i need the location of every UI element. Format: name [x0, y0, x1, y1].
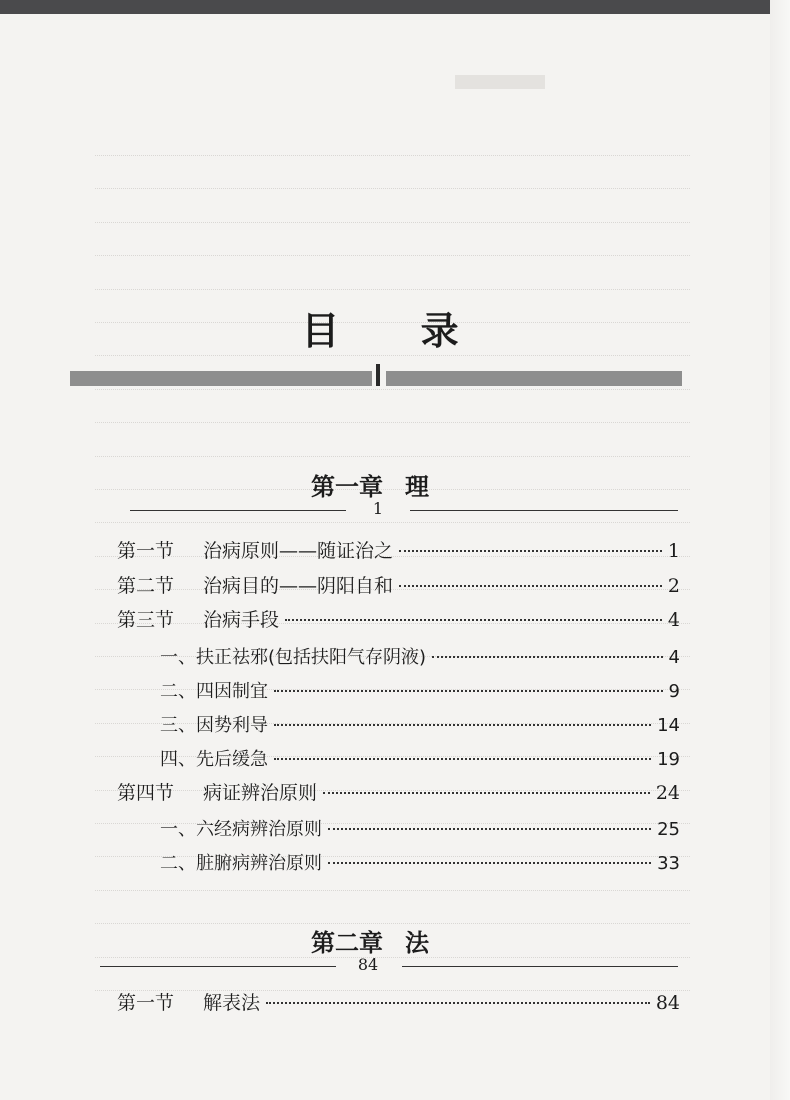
show-through-line	[95, 355, 690, 356]
toc-page-number: 9	[668, 681, 680, 702]
scan-top-edge	[0, 0, 790, 14]
show-through-line	[95, 289, 690, 290]
toc-entry-title: 病证辨治原则	[203, 782, 318, 804]
show-through-line	[95, 188, 690, 189]
toc-subentry-title: 四、先后缓急	[160, 749, 268, 770]
show-through-header	[455, 75, 545, 89]
toc-section-label: 第一节	[117, 540, 175, 562]
chapter-heading	[0, 923, 740, 958]
dot-leader	[285, 619, 662, 621]
toc-subentry-title: 二、四因制宜	[160, 681, 268, 702]
dot-leader	[328, 828, 651, 830]
chapter-number: 第一章	[311, 472, 383, 501]
dot-leader	[266, 1002, 650, 1004]
toc-entry-title: 解表法	[203, 992, 261, 1014]
dot-leader	[399, 585, 662, 587]
scan-right-edge	[770, 0, 790, 1100]
chapter-heading	[0, 467, 740, 502]
chapter-topic: 理	[405, 472, 429, 501]
chapter-page-number: 84	[357, 955, 379, 974]
toc-subentry[interactable]	[160, 745, 680, 771]
toc-entry-title: 治病手段	[203, 609, 280, 631]
toc-page-number: 4	[667, 609, 680, 631]
toc-section-label: 第三节	[117, 609, 175, 631]
show-through-line	[95, 456, 690, 457]
dot-leader	[323, 792, 650, 794]
dot-leader	[399, 550, 662, 552]
toc-page-number: 14	[657, 715, 680, 736]
toc-entry[interactable]	[117, 571, 680, 598]
toc-page-number: 19	[657, 749, 680, 770]
dot-leader	[432, 656, 663, 658]
chapter-page-number: 1	[372, 499, 384, 518]
toc-entry[interactable]	[117, 778, 680, 805]
toc-page-number: 25	[657, 819, 680, 840]
toc-subentry[interactable]	[160, 643, 680, 669]
chapter-number: 第二章	[311, 928, 383, 957]
toc-entry[interactable]	[117, 988, 680, 1015]
chapter-rule-left	[100, 966, 336, 967]
toc-subentry-title: 一、扶正祛邪(包括扶阳气存阴液)	[160, 647, 427, 668]
show-through-line	[95, 222, 690, 223]
show-through-line	[95, 522, 690, 523]
dot-leader	[274, 724, 651, 726]
toc-page-number: 84	[655, 992, 680, 1014]
toc-entry[interactable]	[117, 536, 680, 563]
page-title: 目 录	[301, 308, 493, 353]
title-bar-right	[386, 371, 682, 386]
toc-subentry[interactable]	[160, 815, 680, 841]
chapter-rule-right	[410, 510, 678, 511]
toc-subentry-title: 三、因势利导	[160, 715, 268, 736]
show-through-line	[95, 422, 690, 423]
toc-section-label: 第一节	[117, 992, 175, 1014]
dot-leader	[274, 758, 651, 760]
toc-page-number: 24	[655, 782, 680, 804]
show-through-line	[95, 890, 690, 891]
show-through-line	[95, 389, 690, 390]
toc-subentry[interactable]	[160, 677, 680, 703]
chapter-rule-left	[130, 510, 346, 511]
toc-page-number: 4	[668, 647, 680, 668]
show-through-line	[95, 255, 690, 256]
toc-page-number: 2	[667, 575, 680, 597]
dot-leader	[274, 690, 663, 692]
chapter-topic: 法	[405, 928, 429, 957]
toc-subentry[interactable]	[160, 849, 680, 875]
title-bar-mark	[376, 364, 380, 386]
toc-subentry-title: 二、脏腑病辨治原则	[160, 853, 322, 874]
toc-entry[interactable]	[117, 605, 680, 632]
toc-subentry[interactable]	[160, 711, 680, 737]
chapter-rule-right	[402, 966, 678, 967]
dot-leader	[328, 862, 651, 864]
toc-entry-title: 治病目的——阴阳自和	[203, 575, 394, 597]
title-bar-left	[70, 371, 372, 386]
toc-entry-title: 治病原则——随证治之	[203, 540, 394, 562]
toc-section-label: 第四节	[117, 782, 175, 804]
toc-subentry-title: 一、六经病辨治原则	[160, 819, 322, 840]
show-through-line	[95, 155, 690, 156]
toc-section-label: 第二节	[117, 575, 175, 597]
toc-page-number: 1	[667, 540, 680, 562]
toc-page-number: 33	[657, 853, 680, 874]
